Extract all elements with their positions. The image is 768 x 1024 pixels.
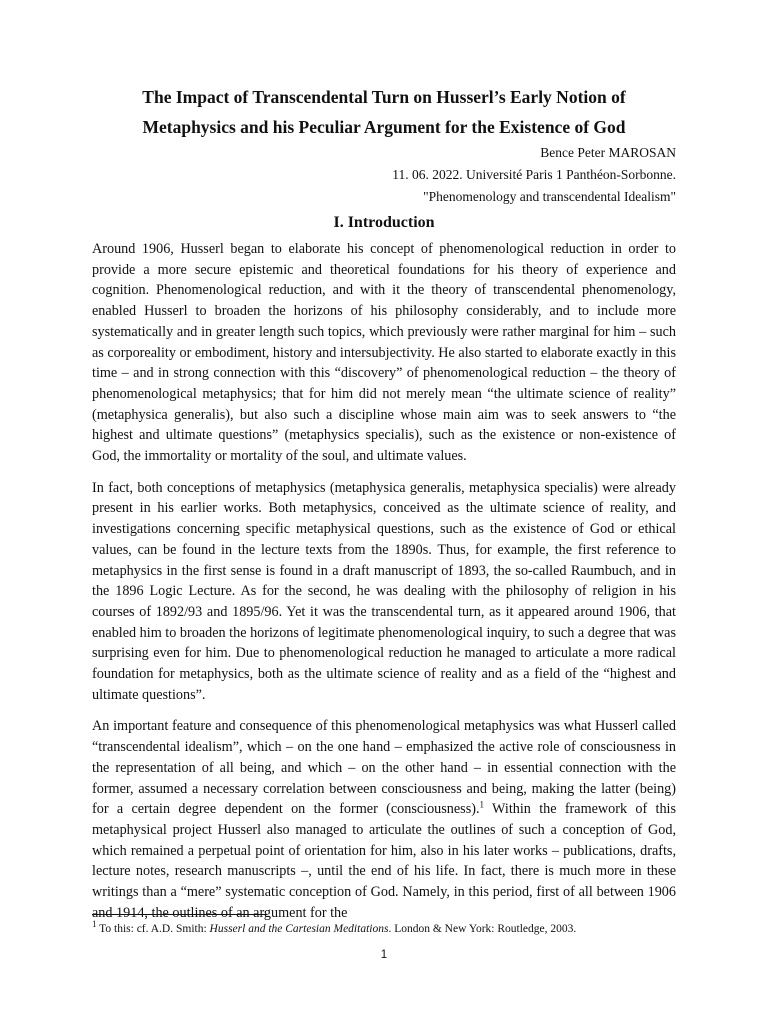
footnote-separator [92,914,267,915]
footnote-reference[interactable]: 1 [479,799,484,810]
page-number: 1 [380,949,388,961]
paragraph-2: In fact, both conceptions of metaphysics (metaphysica generalis, metaphysica specialis) were already present in his earlier works. Both metaphysics, conceived as the ultimate science of reality, and investigations concerning specific metaphysical questions, such as the existence of God or ethical values, can be found in the lecture texts from the 1890s. Thus, for example, the first reference to metaphysics in the first sense is found in a draft manuscript of 1893, the so-called Raumbuch, and in the 1896 Logic Lecture. As for the second, he was dealing with the philosophy of religion in his courses of 1892/93 and 1895/96. Yet it was the transcendental turn, as it appeared around 1906, that enabled him to broaden the horizons of legitimate phenomenological inquiry, to such a degree that was surprising even for him. Due to phenomenological reduction he managed to articulate a more radical foundation for metaphysics, both as the ultimate science of reality and as a field of the “highest and ultimate questions”. [92,479,676,703]
body-text [92,239,676,935]
conference-name: "Phenomenology and transcendental Idealism" [423,189,676,204]
paper-title [92,82,676,142]
paragraph-3 [92,716,676,923]
paragraph-1: Around 1906, Husserl began to elaborate his concept of phenomenological reduction in order to provide a more secure epistemic and theoretical foundations for his theory of experience and cognition. Phenomenological reduction, and with it the theory of transcendental phenomenology, enabled Husserl to broaden the horizons of his philosophy considerably, and to include more systematically and in greater length such topics, which previously were rather marginal for him – such as corporeality or embodiment, history and intersubjectivity. He also started to elaborate exactly in this time – and in strong connection with this “discovery” of phenomenological reduction – the theory of phenomenological metaphysics; that for him did not merely mean “the ultimate science of reality” (metaphysica generalis), but also such a discipline whose main aim was to seek answers to “the highest and ultimate questions” (metaphysics specialis), such as the existence or non-existence of God, the immortality or mortality of the soul, and ultimate values. [92,241,676,465]
footnote-number: 1 [92,919,97,930]
paragraph-3-part-2: Within the framework of this metaphysical project Husserl also managed to articulate the outlines of such a conception of God, which remained a perpetual point of orientation for him, also in his later works – publications, drafts, lecture notes, research manuscripts –, until the end of his life. In fact, there is much more in these writings than a “mere” systematic conception of God. Namely, in this period, first of all between 1906 and 1914, the outlines of an argument for the [92,801,676,921]
footnote-prefix: To this: cf. A.D. Smith: [96,923,210,935]
date-and-venue: 11. 06. 2022. Université Paris 1 Panthéon-Sorbonne. [392,167,676,182]
footnote [92,921,692,937]
title-line-2: Metaphysics and his Peculiar Argument for the Existence of God [142,117,626,137]
footnote-suffix: . London & New York: Routledge, 2003. [388,923,577,935]
title-line-1: The Impact of Transcendental Turn on Husserl’s Early Notion of [142,87,626,107]
paragraph-3-part-1: An important feature and consequence of this phenomenological metaphysics was what Husserl called “transcendental idealism”, which – on the one hand – emphasized the active role of consciousness in the representation of all being, and which – on the other hand – in essential connection with the former, assumed a necessary correlation between consciousness and being, making the latter (being) for a certain degree dependent on the former (consciousness). [92,718,676,818]
author-name: Bence Peter MAROSAN [540,145,676,160]
section-heading: I. Introduction [333,214,435,231]
footnote-book-title: Husserl and the Cartesian Meditations [209,923,389,935]
